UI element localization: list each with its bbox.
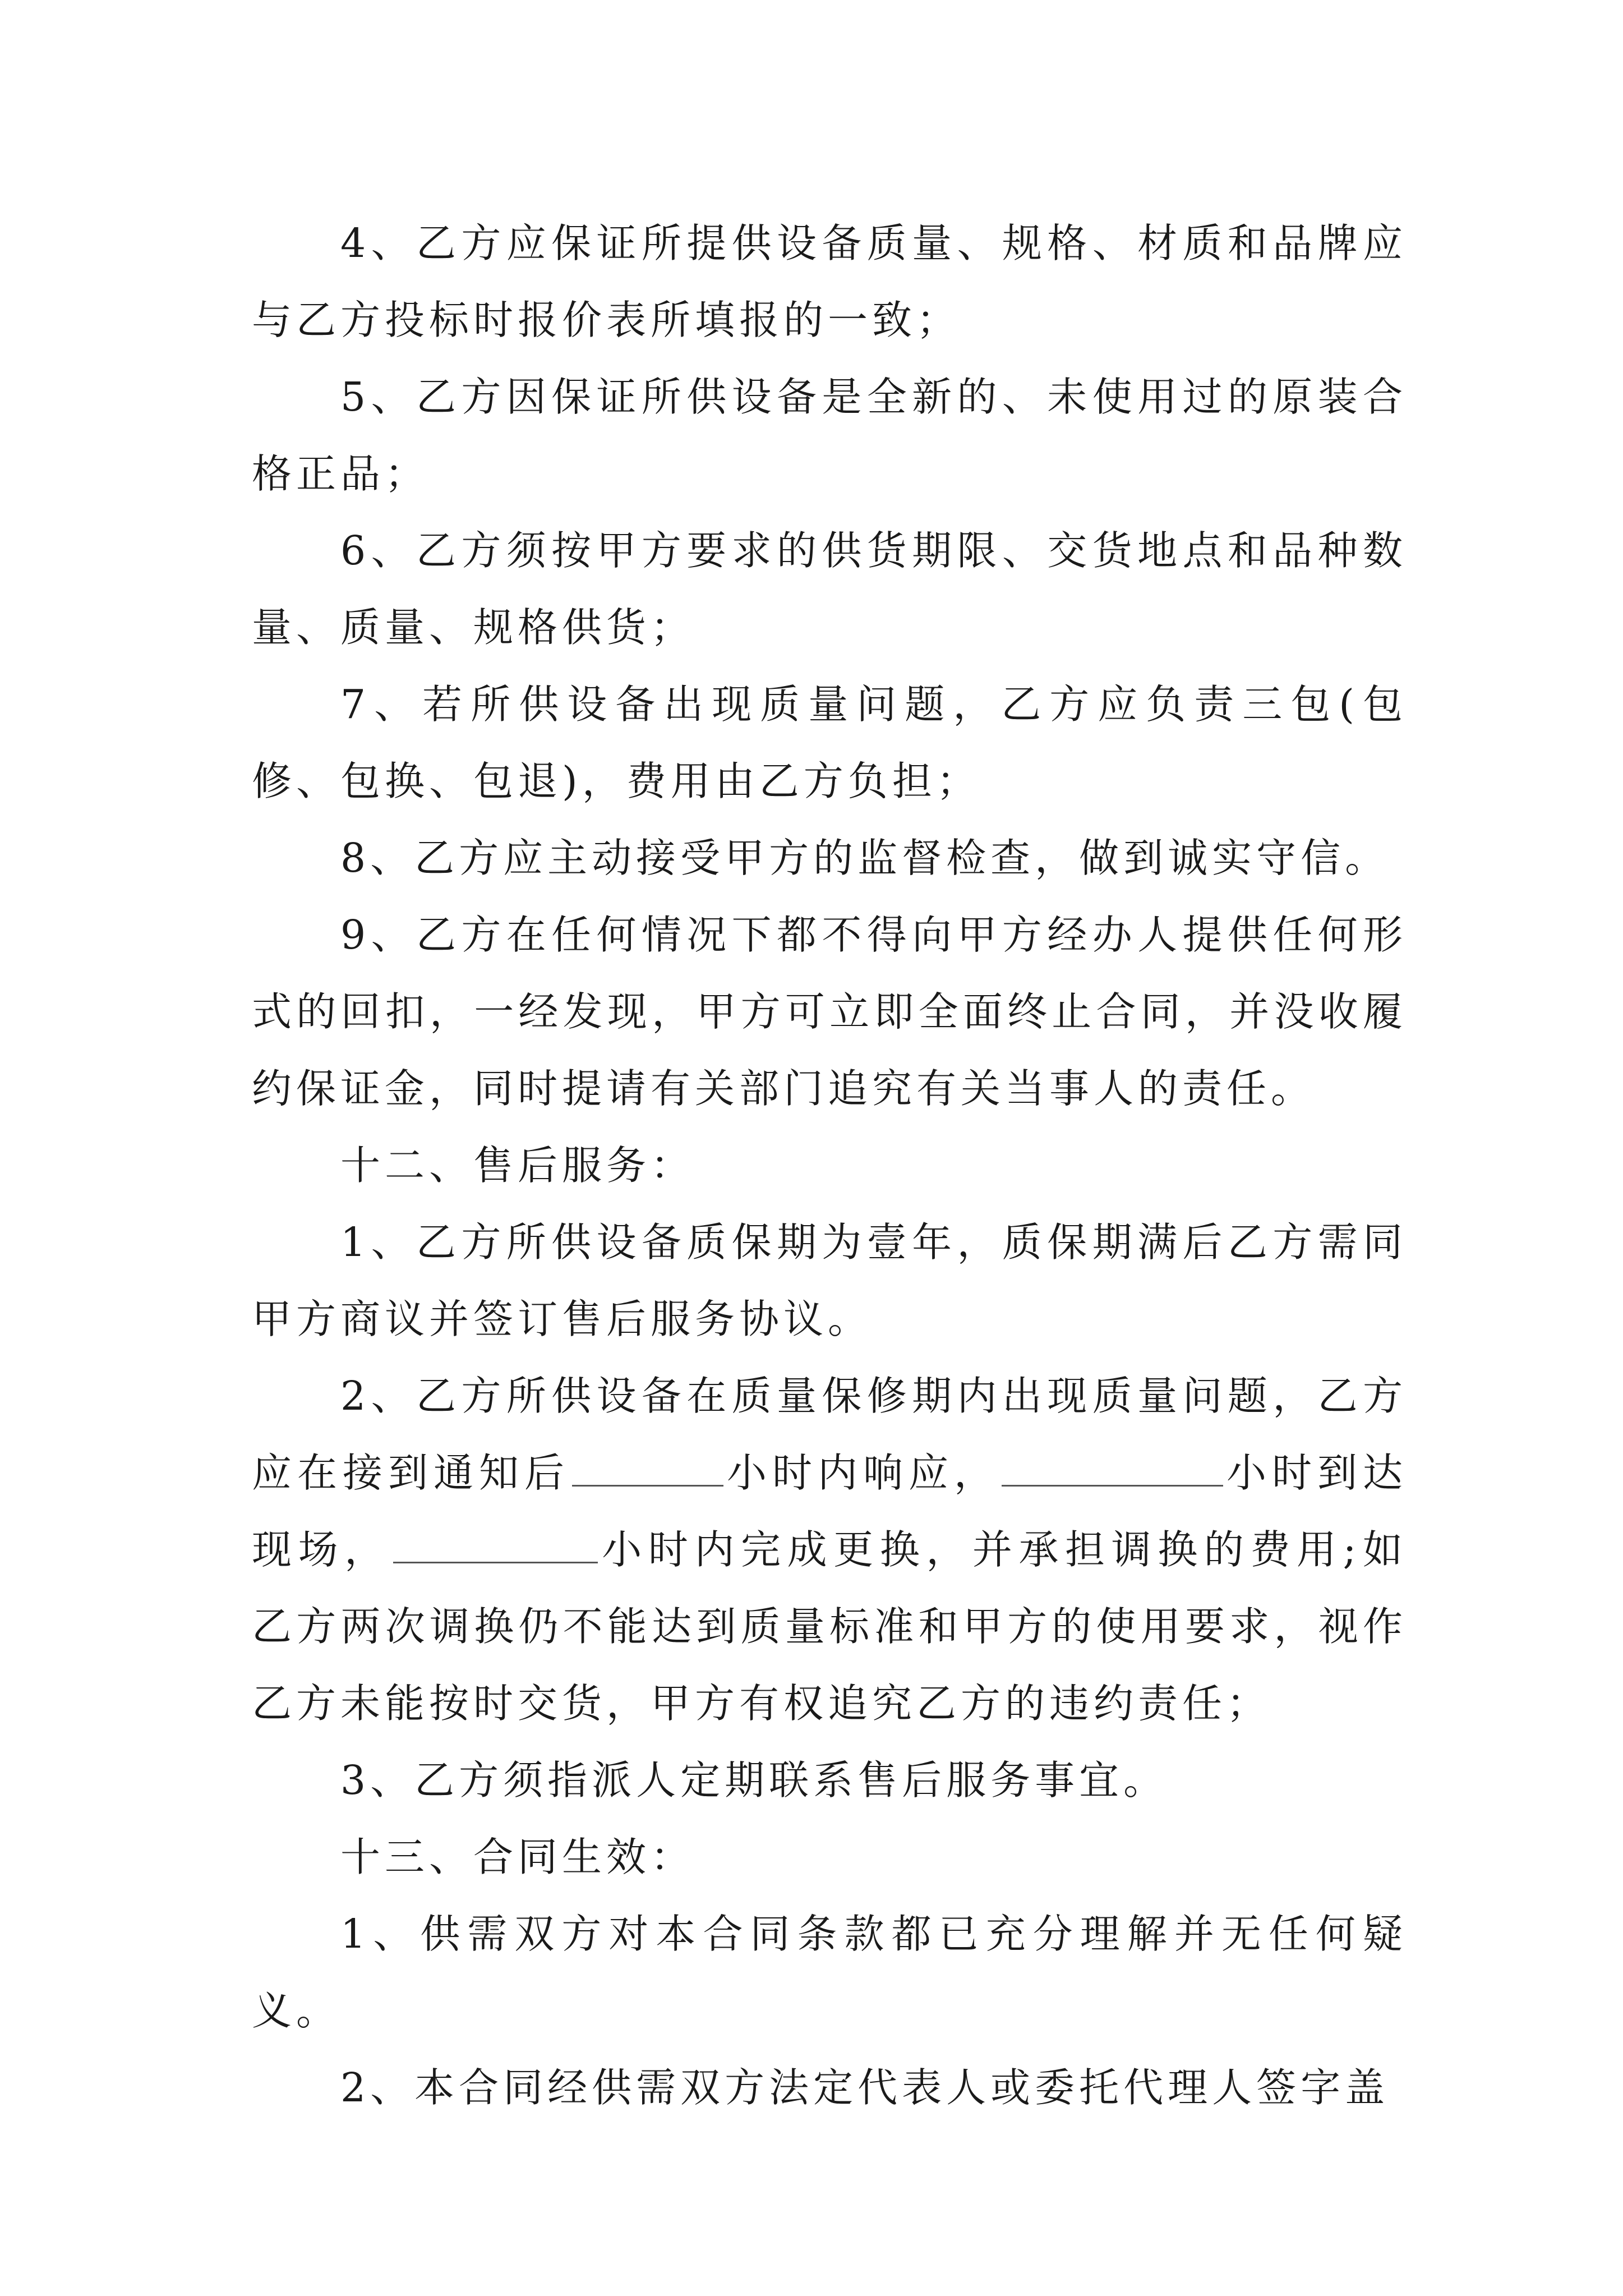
arrival-hours-blank xyxy=(1002,1450,1223,1487)
section-12-item-2 xyxy=(252,1358,1407,1742)
section-13-item-2: 2、本合同经供需双方法定代表人或委托代理人签字盖 xyxy=(340,2064,1390,2111)
section-13-heading: 十三、合同生效： xyxy=(340,1834,695,1880)
clause-5: 5、乙方因保证所供设备是全新的、未使用过的原装合格正品； xyxy=(252,374,1407,497)
section-12-item-2-text-c: 小时到达现场， xyxy=(252,1450,1407,1573)
document-body xyxy=(252,205,1407,2126)
clause-7: 7、若所供设备出现质量问题，乙方应负责三包(包修、包换、包退)，费用由乙方负担； xyxy=(252,681,1407,804)
clause-6: 6、乙方须按甲方要求的供货期限、交货地点和品种数量、质量、规格供货； xyxy=(252,527,1407,651)
clause-4: 4、乙方应保证所提供设备质量、规格、材质和品牌应与乙方投标时报价表所填报的一致； xyxy=(252,220,1407,343)
section-12-heading: 十二、售后服务： xyxy=(340,1142,695,1189)
clause-8: 8、乙方应主动接受甲方的监督检查，做到诚实守信。 xyxy=(340,835,1390,881)
section-13-item-1: 1、供需双方对本合同条款都已充分理解并无任何疑义。 xyxy=(252,1911,1407,2034)
section-12-item-3: 3、乙方须指派人定期联系售后服务事宜。 xyxy=(340,1757,1168,1803)
section-12-item-2-text-a: 2、乙方所供设备在质量保修期内出现质量问题，乙方应在接到通知后 xyxy=(252,1373,1407,1496)
section-12-item-2-text-b: 小时内响应， xyxy=(725,1450,999,1496)
section-12-item-2-text-d: 小时内完成更换，并承担调换的费用;如乙方两次调换仍不能达到质量标准和甲方的使用要求，视作乙方未能按时交货，甲方有权追究乙方的违约责任； xyxy=(252,1526,1407,1727)
response-hours-blank xyxy=(572,1450,723,1487)
clause-9: 9、乙方在任何情况下都不得向甲方经办人提供任何形式的回扣，一经发现，甲方可立即全面终止合同，并没收履约保证金，同时提请有关部门追究有关当事人的责任。 xyxy=(252,912,1407,1112)
section-12-item-1: 1、乙方所供设备质保期为壹年，质保期满后乙方需同甲方商议并签订售后服务协议。 xyxy=(252,1219,1407,1342)
replacement-hours-blank xyxy=(393,1527,598,1563)
